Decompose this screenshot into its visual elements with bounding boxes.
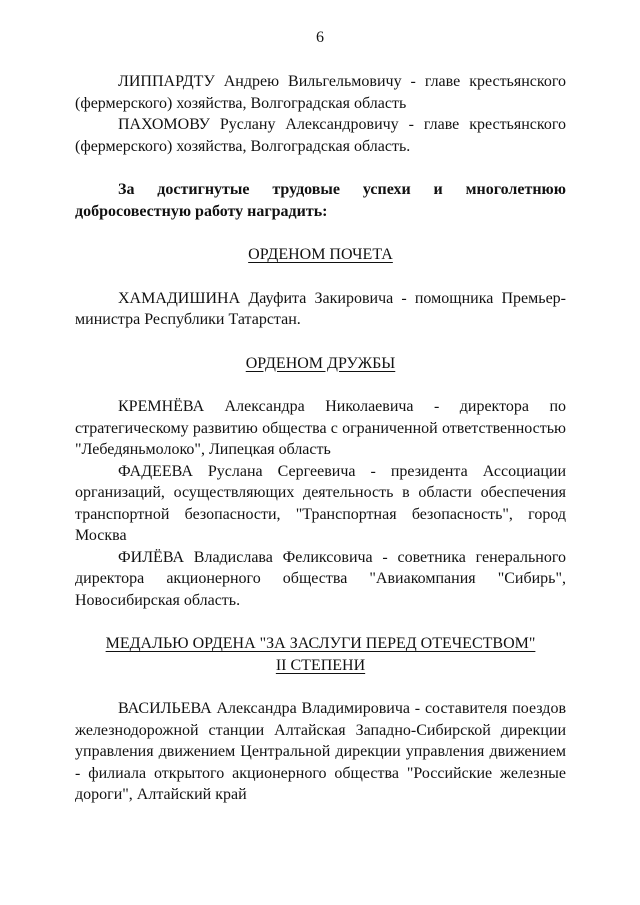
heading-medal-line-1: МЕДАЛЬЮ ОРДЕНА "ЗА ЗАСЛУГИ ПЕРЕД ОТЕЧЕСТВОМ" (105, 635, 536, 652)
document-body (75, 71, 566, 806)
spacer (75, 611, 566, 633)
heading-order-of-friendship: ОРДЕНОМ ДРУЖБЫ (245, 354, 396, 372)
spacer (75, 222, 566, 244)
spacer (75, 374, 566, 396)
paragraph-filev: ФИЛЁВА Владислава Феликсовича - советника генерального директора акционерного общества "Авиакомпания "Сибирь", Новосибирская область. (75, 548, 566, 609)
paragraph-vasiliev: ВАСИЛЬЕВА Александра Владимировича - составителя поездов железнодорожной станции Алтайская Западно-Сибирской дирекции управления движением Центральной дирекции управления движением - филиала открытого акционерного общества "Российские железные дороги", Алтайский край (75, 700, 566, 803)
paragraph-lippardt: ЛИППАРДТУ Андрею Вильгельмовичу - главе крестьянского (фермерского) хозяйства, Волгоградская область (75, 73, 566, 112)
spacer (75, 157, 566, 179)
paragraph-pakhomov: ПАХОМОВУ Руслану Александровичу - главе крестьянского (фермерского) хозяйства, Волгоградская область. (75, 116, 566, 155)
paragraph-khamadishin: ХАМАДИШИНА Дауфита Закировича - помощника Премьер-министра Республики Татарстан. (75, 289, 566, 328)
page-number: 6 (316, 29, 324, 46)
heading-order-of-honor: ОРДЕНОМ ПОЧЕТА (248, 246, 393, 263)
award-intro: За достигнутые трудовые успехи и многолетнюю добросовестную работу наградить: (75, 181, 566, 220)
heading-medal-line-2: II СТЕПЕНИ (275, 656, 366, 674)
spacer (75, 676, 566, 698)
spacer (75, 331, 566, 353)
spacer (75, 266, 566, 288)
paragraph-fadeev: ФАДЕЕВА Руслана Сергеевича - президента Ассоциации организаций, осуществляющих деятельность в области обеспечения транспортной безопасности, "Транспортная безопасность", город Москва (75, 462, 566, 544)
paragraph-kremnev: КРЕМНЁВА Александра Николаевича - директора по стратегическому развитию общества с ограниченной ответственностью "Лебедяньмолоко", Липецкая область (75, 398, 566, 458)
